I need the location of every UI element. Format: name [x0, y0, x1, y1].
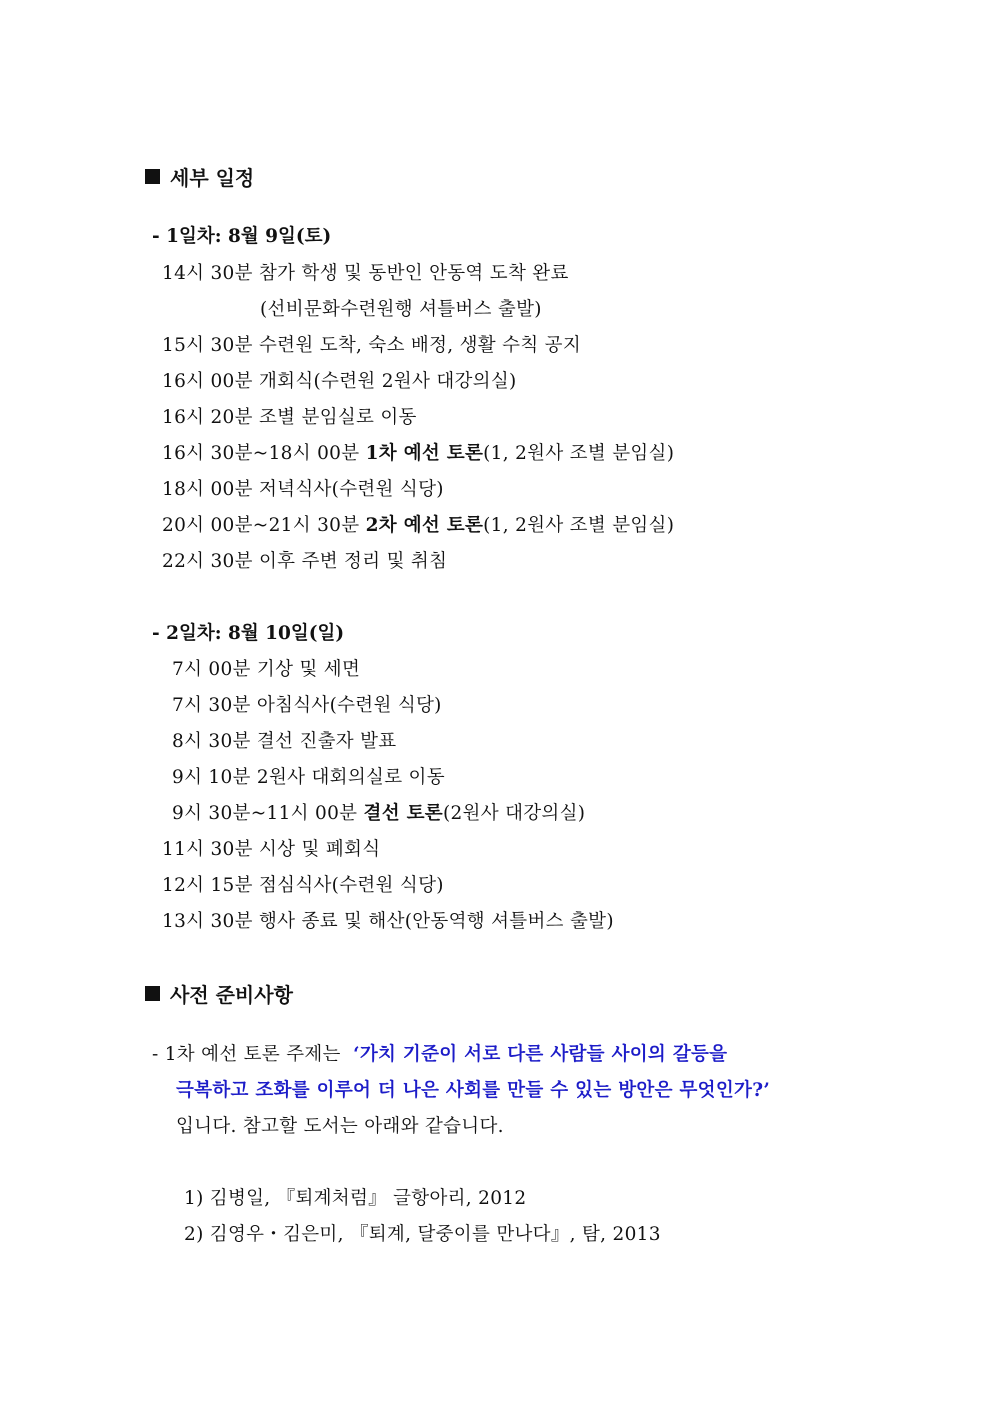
schedule-item: [162, 439, 674, 465]
black-square-icon: [145, 986, 160, 1001]
item-time: 20시 00분~21시 30분: [162, 515, 360, 536]
item-text: (선비문화수련원행 셔틀버스 출발): [260, 299, 542, 320]
prep-paragraph-line2: [176, 1076, 770, 1102]
item-time: 14시 30분: [162, 263, 253, 284]
prep-paragraph-line1: [152, 1040, 727, 1066]
item-text: 아침식사(수련원 식당): [256, 695, 442, 716]
schedule-heading-text: 세부 일정: [170, 166, 255, 190]
schedule-item: [162, 259, 569, 285]
item-text: 이후 주변 정리 및 취침: [259, 551, 448, 572]
schedule-item: [162, 835, 380, 861]
schedule-item: [172, 799, 585, 825]
item-time: 15시 30분: [162, 335, 253, 356]
item-time: 7시 00분: [172, 659, 251, 680]
item-text: 행사 종료 및 해산(안동역행 셔틀버스 출발): [259, 911, 614, 932]
item-bold: 1차 예선 토론: [365, 443, 484, 464]
item-text: 수련원 도착, 숙소 배정, 생활 수칙 공지: [259, 335, 582, 356]
item-bold: 결선 토론: [363, 803, 443, 824]
item-time: 16시 20분: [162, 407, 253, 428]
day1-title: - 1일차: 8월 9일(토): [152, 226, 332, 247]
topic-line2: 극복하고 조화를 이루어 더 나은 사회를 만들 수 있는 방안은 무엇인가?’: [176, 1080, 771, 1101]
item-time: 16시 30분~18시 00분: [162, 443, 360, 464]
item-time: 8시 30분: [172, 731, 251, 752]
item-text: 기상 및 세면: [256, 659, 361, 680]
schedule-item: [162, 547, 447, 573]
item-time: 11시 30분: [162, 839, 253, 860]
prep-paragraph-line3: [176, 1112, 504, 1138]
schedule-heading: [145, 162, 254, 191]
schedule-item: [162, 475, 444, 501]
prep-heading-text: 사전 준비사항: [170, 983, 293, 1007]
item-text: 2원사 대회의실로 이동: [256, 767, 445, 788]
item-bold: 2차 예선 토론: [365, 515, 484, 536]
schedule-item: [162, 331, 581, 357]
item-text: 시상 및 폐회식: [259, 839, 381, 860]
prep-closing: 입니다. 참고할 도서는 아래와 같습니다.: [176, 1116, 504, 1137]
item-text: 점심식사(수련원 식당): [259, 875, 444, 896]
item-text: 저녁식사(수련원 식당): [259, 479, 444, 500]
item-text: 결선 진출자 발표: [256, 731, 397, 752]
item-time: 9시 10분: [172, 767, 251, 788]
schedule-item: [172, 727, 396, 753]
prep-intro: - 1차 예선 토론 주제는: [152, 1044, 341, 1065]
schedule-item: [172, 655, 360, 681]
schedule-item: [162, 367, 517, 393]
schedule-item: [172, 691, 442, 717]
item-text: 참가 학생 및 동반인 안동역 도착 완료: [259, 263, 569, 284]
book-item: 2) 김영우・김은미, 『퇴계, 달중이를 만나다』, 탐, 2013: [184, 1224, 661, 1245]
schedule-item: [172, 763, 445, 789]
item-time: 22시 30분: [162, 551, 253, 572]
item-time: 12시 15분: [162, 875, 253, 896]
book-item: 1) 김병일, 『퇴계처럼』 글항아리, 2012: [184, 1188, 527, 1209]
item-time: 13시 30분: [162, 911, 253, 932]
schedule-item: [260, 295, 542, 321]
topic-line1: ‘가치 기준이 서로 다른 사람들 사이의 갈등을: [353, 1044, 728, 1065]
schedule-item: [162, 871, 444, 897]
prep-heading: [145, 979, 293, 1008]
item-text: 조별 분임실로 이동: [259, 407, 417, 428]
item-time: 18시 00분: [162, 479, 253, 500]
item-text: (2원사 대강의실): [442, 803, 586, 824]
item-text: 개회식(수련원 2원사 대강의실): [259, 371, 517, 392]
item-time: 7시 30분: [172, 695, 251, 716]
black-square-icon: [145, 169, 160, 184]
item-text: (1, 2원사 조별 분임실): [483, 515, 675, 536]
schedule-item: [162, 403, 417, 429]
day2-title: - 2일차: 8월 10일(일): [152, 623, 345, 644]
schedule-item: [162, 511, 674, 537]
item-time: 9시 30분~11시 00분: [172, 803, 358, 824]
item-time: 16시 00분: [162, 371, 253, 392]
item-text: (1, 2원사 조별 분임실): [483, 443, 675, 464]
schedule-item: [162, 907, 614, 933]
